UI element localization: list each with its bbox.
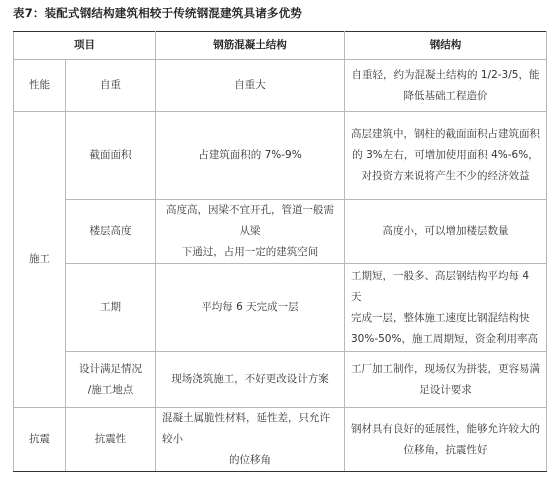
cell-line: 平均每 6 天完成一层 [201,301,299,313]
item-cell [66,352,156,408]
cell-line: 工厂加工制作，现场仅为拼装，更容易满 [351,362,540,375]
header-item: 项目 [14,32,156,60]
cell-line: 设计满足情况 [79,362,142,375]
cell-line: 下通过，占用一定的建筑空间 [181,246,319,258]
comparison-table [13,31,547,472]
cell-line: /施工地点 [87,383,134,396]
cell-line: 现场浇筑施工，不好更改设计方案 [171,373,329,385]
cell-line: 降低基础工程造价 [403,89,488,102]
cell-line: 的位移角 [229,454,271,466]
cell-line: 工期短，一般多、高层钢结构平均每 4 天 [351,269,530,303]
steel-cell [345,60,547,112]
header-row [14,32,547,60]
concrete-cell [156,60,345,112]
table-row [14,112,547,200]
steel-cell [345,112,547,200]
cell-line: 占建筑面积的 7%-9% [198,149,302,161]
cell-line: 自重轻，约为混凝土结构的 1/2-3/5，能 [351,68,540,81]
cell-line: 自重大 [234,79,266,91]
steel-cell [345,200,547,264]
concrete-cell [156,408,345,472]
cell-line: 30%-50%，施工周期短，资金利用率高 [351,332,538,345]
table-row [14,408,547,472]
header-concrete: 钢筋混凝土结构 [156,32,345,60]
cell-line: 完成一层，整体施工速度比钢混结构快 [351,311,530,324]
concrete-cell [156,352,345,408]
category-cell: 抗震 [14,408,66,472]
steel-cell [345,352,547,408]
cell-line: 高度小，可以增加楼层数量 [382,225,509,237]
cell-line: 的 3%左右，可增加使用面积 4%-6%， [352,149,539,161]
item-cell: 工期 [66,264,156,352]
table-row [14,352,547,408]
concrete-cell [156,112,345,200]
item-cell: 自重 [66,60,156,112]
table-row [14,60,547,112]
item-cell: 楼层高度 [66,200,156,264]
header-steel: 钢结构 [345,32,547,60]
item-cell: 抗震性 [66,408,156,472]
concrete-cell [156,264,345,352]
table-row [14,264,547,352]
category-cell: 性能 [14,60,66,112]
steel-cell [345,408,547,472]
concrete-cell [156,200,345,264]
cell-line: 高层建筑中，钢柱的截面面积占建筑面积 [351,128,540,140]
table-row [14,200,547,264]
cell-line: 钢材具有良好的延展性，能够允许较大的 [351,422,540,435]
steel-cell [345,264,547,352]
cell-line: 足设计要求 [419,383,472,396]
cell-line: 对投资方来说将产生不少的经济效益 [361,170,530,182]
category-cell: 施工 [14,112,66,408]
table-caption: 表7：装配式钢结构建筑相较于传统钢混建筑具诸多优势 [13,6,302,20]
cell-line: 位移角，抗震性好 [403,443,488,456]
cell-line: 高度高，因梁不宜开孔，管道一般需从梁 [166,204,334,237]
cell-line: 混凝土属脆性材料，延性差，只允许较小 [162,412,330,445]
item-cell: 截面面积 [66,112,156,200]
